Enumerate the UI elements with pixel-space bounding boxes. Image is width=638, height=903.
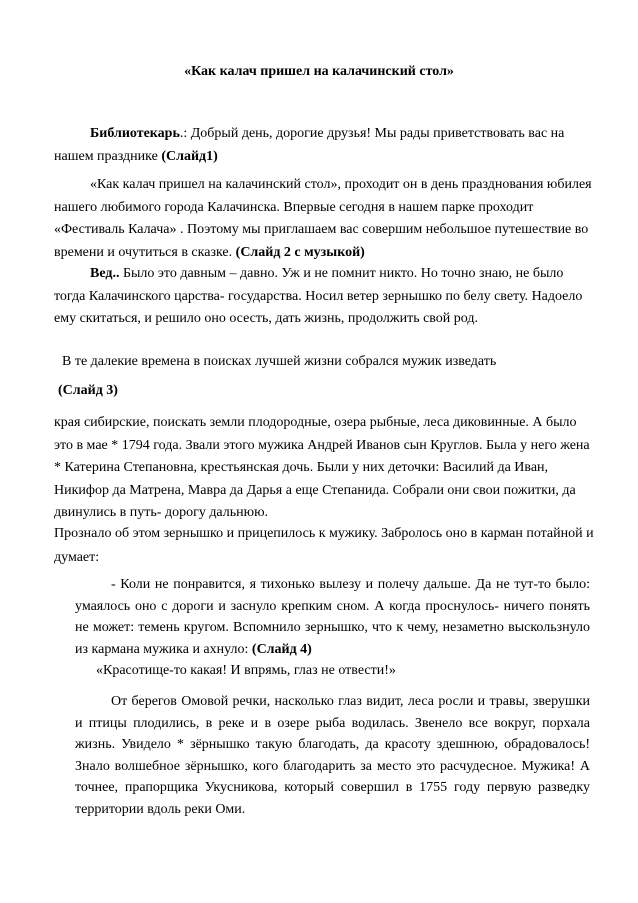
slide-marker: (Слайд1) <box>161 148 218 164</box>
paragraph-exclamation: «Красотище-то какая! И впрямь, глаз не отвести!» <box>96 663 396 678</box>
paragraph-librarian <box>54 123 594 168</box>
paragraph-text: Было это давным – давно. Уж и не помнит никто. Но точно знаю, не было тогда Калачинского царства- государства. Носил ветер зернышко по белу свету. Надоело ему скитаться, и решило оно осесть, дать жизнь, продолжить свой род. <box>54 266 583 326</box>
slide-marker: (Слайд 4) <box>251 641 312 657</box>
slide-marker: (Слайд 3) <box>58 383 118 398</box>
paragraph-text: - Коли не понравится, я тихонько вылезу и полечу дальше. Да не тут-то было: умаялось оно с дороги и заснуло крепким сном. А когда проснулось- ничего понять не может: темень кругом. Вспомнило зернышко, что к чему, незаметно выскользнуло из кармана мужика и ахнуло: <box>75 577 590 657</box>
document-title: «Как калач пришел на калачинский стол» <box>184 64 454 79</box>
paragraph-muzhik: В те далекие времена в поисках лучшей жизни собрался мужик изведать <box>62 354 497 369</box>
paragraph-seed: Прознало об этом зернышко и прицепилось к мужику. Забролось оно в карман потайной и думает: <box>54 526 594 565</box>
paragraph-slide3 <box>58 380 598 403</box>
paragraph-siberia: края сибирские, поискать земли плодородные, озера рыбные, леса диковинные. А было это в мае * 1794 года. Звали этого мужика Андрей Иванов сын Круглов. Была у него жена * Катерина Степановна, крестьянская дочь. Были у них деточки: Василий да Иван, Никифор да Матрена, Мавра да Дарья а еще Степанида. Собрали они свои пожитки, да двинулись в путь- дорогу дальнюю. <box>54 415 590 520</box>
paragraph-intro <box>54 174 594 264</box>
paragraph-seed-speech <box>75 574 590 660</box>
speaker-host: Вед.. <box>90 266 120 281</box>
slide-marker: (Слайд 2 с музыкой) <box>235 244 365 260</box>
paragraph-text: .: Добрый день, дорогие друзья! Мы рады приветствовать вас на нашем празднике <box>54 126 565 164</box>
speaker-librarian: Библиотекарь <box>90 126 180 141</box>
paragraph-host <box>54 263 594 331</box>
paragraph-river: От берегов Омовой речки, насколько глаз видит, леса росли и травы, зверушки и птицы плодились, в реке и в озере рыба водилась. Звенело все вокруг, порхала жизнь. Увидело * зёрнышко такую благодать, да красоту здешнюю, обрадовалось! Знало волшебное зёрнышко, кого благодарить за место это расчудесное. Мужика! А точнее, прапорщика Укусникова, который совершил в 1755 году первую разведку территории вдоль реки Оми. <box>75 694 590 817</box>
paragraph-text: «Как калач пришел на калачинский стол», проходит он в день празднования юбилея нашего любимого города Калачинска. Впервые сегодня в нашем парке проходит «Фестиваль Калача» . Поэтому мы приглашаем вас совершим небольшое путешествие во времени и очутиться в сказке. <box>54 177 592 260</box>
